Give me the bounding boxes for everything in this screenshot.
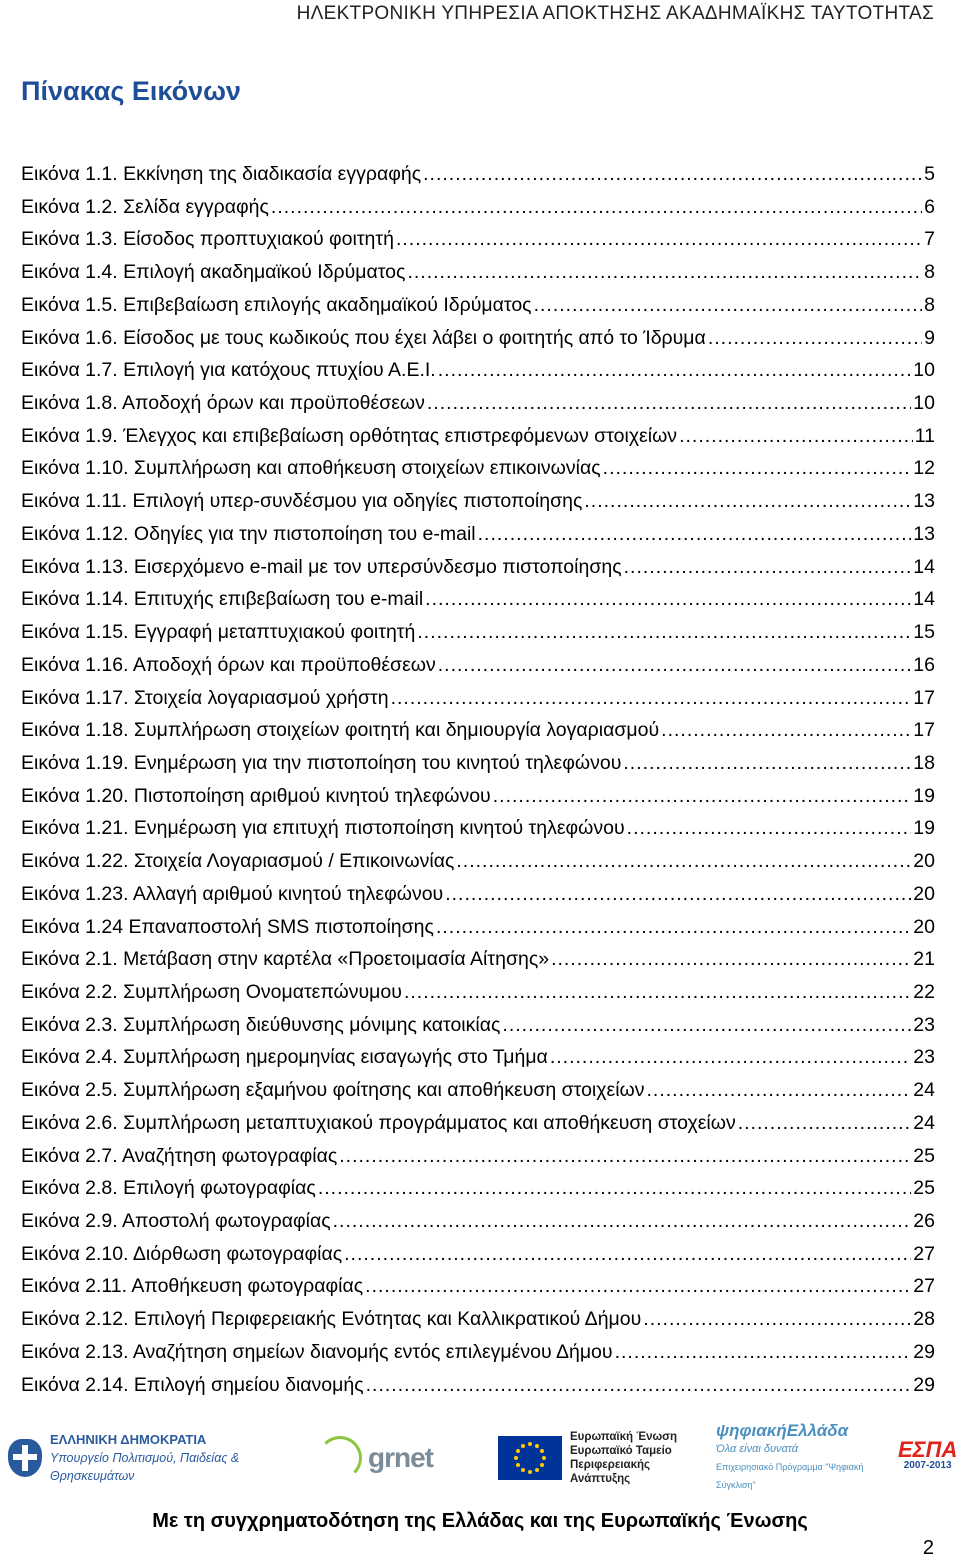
toc-page-number: 20	[913, 915, 935, 938]
toc-page-number: 11	[914, 424, 935, 447]
toc-page-number: 23	[913, 1013, 935, 1036]
toc-dot-leader	[738, 1112, 912, 1135]
toc-dot-leader	[603, 457, 912, 480]
page-title: Πίνακας Εικόνων	[21, 76, 241, 106]
toc-page-number: 8	[924, 293, 935, 316]
toc-entry[interactable]	[21, 425, 935, 458]
toc-page-number: 20	[913, 882, 935, 905]
toc-page-number: 13	[913, 522, 935, 545]
toc-entry[interactable]	[21, 1374, 935, 1407]
toc-entry[interactable]	[21, 817, 935, 850]
toc-page-number: 17	[913, 686, 935, 709]
toc-dot-leader	[493, 785, 912, 808]
espa-name: ΕΣΠΑ	[898, 1437, 958, 1462]
toc-entry[interactable]	[21, 981, 935, 1014]
toc-entry[interactable]	[21, 327, 935, 360]
toc-entry-text: Εικόνα 1.1. Εκκίνηση της διαδικασία εγγραφής	[21, 163, 422, 185]
toc-dot-leader	[623, 752, 911, 775]
toc-entry[interactable]	[21, 1341, 935, 1374]
espa-logo	[898, 1430, 958, 1486]
toc-entry[interactable]	[21, 163, 935, 196]
eu-flag-icon	[498, 1436, 562, 1480]
toc-entry[interactable]	[21, 1112, 935, 1145]
toc-dot-leader	[425, 588, 911, 611]
toc-entry[interactable]	[21, 1145, 935, 1178]
toc-entry[interactable]	[21, 490, 935, 523]
ministry-name: Υπουργείο Πολιτισμού, Παιδείας & Θρησκευμάτων	[50, 1451, 240, 1483]
toc-dot-leader	[417, 621, 911, 644]
toc-entry-text: Εικόνα 1.16. Αποδοχή όρων και προϋποθέσεων	[21, 653, 436, 676]
toc-page-number: 14	[913, 588, 935, 611]
toc-dot-leader	[551, 948, 911, 971]
toc-page-number: 25	[913, 1144, 935, 1167]
toc-dot-leader	[438, 359, 912, 382]
toc-page-number: 24	[913, 1111, 935, 1134]
toc-dot-leader	[627, 817, 912, 840]
toc-dot-leader	[427, 392, 911, 415]
toc-entry-text: Εικόνα 1.24 Επαναποστολή SMS πιστοποίησης	[21, 915, 434, 938]
toc-entry[interactable]	[21, 261, 935, 294]
toc-dot-leader	[318, 1177, 911, 1200]
toc-dot-leader	[584, 490, 911, 513]
toc-dot-leader	[366, 1374, 912, 1397]
toc-page-number: 27	[913, 1275, 935, 1298]
espa-years: 2007-2013	[903, 1460, 952, 1471]
toc-entry[interactable]	[21, 687, 935, 720]
toc-entry-text: Εικόνα 1.4. Επιλογή ακαδημαϊκού Ιδρύματος	[21, 261, 406, 284]
eu-line3: Περιφερειακής	[570, 1459, 651, 1471]
toc-entry-text: Εικόνα 1.8. Αποδοχή όρων και προϋποθέσεων	[21, 392, 425, 415]
toc-entry-text: Εικόνα 1.3. Είσοδος προπτυχιακού φοιτητή	[21, 228, 394, 251]
toc-entry[interactable]	[21, 588, 935, 621]
toc-page-number: 15	[913, 621, 935, 644]
toc-dot-leader	[423, 163, 922, 186]
toc-page-number: 14	[913, 555, 935, 578]
toc-entry-text: Εικόνα 1.11. Επιλογή υπερ-συνδέσμου για οδηγίες πιστοποίησης	[21, 490, 583, 513]
toc-entry[interactable]	[21, 392, 935, 425]
toc-dot-leader	[404, 981, 911, 1004]
toc-entry-text: Εικόνα 2.8. Επιλογή φωτογραφίας	[21, 1177, 316, 1200]
toc-dot-leader	[339, 1145, 911, 1168]
toc-dot-leader	[271, 196, 922, 219]
toc-entry-text: Εικόνα 1.13. Εισερχόμενο e-mail με τον υπερσύνδεσμο πιστοποίησης	[21, 555, 622, 578]
toc-entry[interactable]	[21, 523, 935, 556]
toc-entry-text: Εικόνα 1.12. Οδηγίες για την πιστοποίηση του e-mail	[21, 522, 476, 545]
toc-entry-text: Εικόνα 1.2. Σελίδα εγγραφής	[21, 195, 269, 218]
toc-page-number: 24	[913, 1079, 935, 1102]
toc-page-number: 19	[913, 817, 935, 840]
toc-entry-text: Εικόνα 1.15. Εγγραφή μεταπτυχιακού φοιτητή	[21, 621, 416, 644]
toc-dot-leader	[436, 916, 911, 939]
toc-entry-text: Εικόνα 1.20. Πιστοποίηση αριθμού κινητού τηλεφώνου	[21, 784, 491, 807]
toc-entry-text: Εικόνα 2.6. Συμπλήρωση μεταπτυχιακού προγράμματος και αποθήκευση στοχείων	[21, 1111, 736, 1134]
toc-entry[interactable]	[21, 916, 935, 949]
toc-dot-leader	[391, 687, 912, 710]
toc-entry[interactable]	[21, 556, 935, 589]
toc-entry-text: Εικόνα 2.3. Συμπλήρωση διεύθυνσης μόνιμης κατοικίας	[21, 1013, 501, 1036]
table-of-figures	[21, 163, 935, 1406]
toc-dot-leader	[407, 261, 922, 284]
toc-entry-text: Εικόνα 2.14. Επιλογή σημείου διανομής	[21, 1373, 364, 1396]
toc-entry-text: Εικόνα 1.10. Συμπλήρωση και αποθήκευση στοιχείων επικοινωνίας	[21, 457, 601, 480]
toc-dot-leader	[445, 883, 911, 906]
toc-entry[interactable]	[21, 1210, 935, 1243]
toc-entry[interactable]	[21, 948, 935, 981]
toc-page-number: 6	[924, 195, 935, 218]
toc-entry-text: Εικόνα 1.19. Ενημέρωση για την πιστοποίηση του κινητού τηλεφώνου	[21, 751, 622, 774]
toc-page-number: 28	[913, 1308, 935, 1331]
digital-greece-logo	[716, 1421, 896, 1490]
toc-page-number: 10	[913, 359, 935, 382]
toc-dot-leader	[708, 327, 922, 350]
toc-page-number: 25	[913, 1177, 935, 1200]
toc-entry-text: Εικόνα 2.11. Αποθήκευση φωτογραφίας	[21, 1275, 364, 1298]
toc-entry[interactable]	[21, 752, 935, 785]
toc-entry[interactable]	[21, 294, 935, 327]
toc-page-number: 27	[913, 1242, 935, 1265]
toc-entry-text: Εικόνα 1.22. Στοιχεία Λογαριασμού / Επικοινωνίας	[21, 850, 455, 873]
toc-page-number: 17	[913, 719, 935, 742]
eu-line2: Ευρωπαϊκό Ταμείο	[570, 1445, 672, 1457]
toc-dot-leader	[615, 1341, 912, 1364]
toc-entry-text: Εικόνα 2.10. Διόρθωση φωτογραφίας	[21, 1242, 343, 1265]
toc-page-number: 18	[913, 751, 935, 774]
toc-dot-leader	[478, 523, 912, 546]
toc-entry-text: Εικόνα 1.6. Είσοδος με τους κωδικούς που έχει λάβει ο φοιτητής από το Ίδρυμα	[21, 326, 706, 349]
document-header: ΗΛΕΚΤΡΟΝΙΚΗ ΥΠΗΡΕΣΙΑ ΑΠΟΚΤΗΣΗΣ ΑΚΑΔΗΜΑΪΚΗΣ ΤΑΥΤΟΤΗΤΑΣ	[296, 3, 934, 24]
toc-dot-leader	[534, 294, 923, 317]
toc-dot-leader	[396, 228, 922, 251]
greek-republic-name: ΕΛΛΗΝΙΚΗ ΔΗΜΟΚΡΑΤΙΑ	[50, 1432, 207, 1447]
toc-page-number: 23	[913, 1046, 935, 1069]
toc-entry-text: Εικόνα 1.5. Επιβεβαίωση επιλογής ακαδημαϊκού Ιδρύματος	[21, 293, 532, 316]
toc-page-number: 5	[924, 163, 935, 185]
grnet-logo	[318, 1430, 498, 1486]
grnet-arc-icon	[318, 1436, 362, 1480]
toc-entry-text: Εικόνα 2.1. Μετάβαση στην καρτέλα «Προετοιμασία Αίτησης»	[21, 948, 550, 971]
toc-entry[interactable]	[21, 719, 935, 752]
toc-entry-text: Εικόνα 1.17. Στοιχεία λογαριασμού χρήστη	[21, 686, 389, 709]
toc-page-number: 12	[913, 457, 935, 480]
toc-entry[interactable]	[21, 196, 935, 229]
toc-dot-leader	[679, 425, 913, 448]
toc-dot-leader	[550, 1046, 911, 1069]
funding-statement: Με τη συγχρηματοδότηση της Ελλάδας και της Ευρωπαϊκής Ένωσης	[152, 1510, 808, 1532]
toc-entry-text: Εικόνα 2.9. Αποστολή φωτογραφίας	[21, 1210, 331, 1232]
toc-page-number: 22	[913, 980, 935, 1003]
toc-entry[interactable]	[21, 1014, 935, 1047]
page-number: 2	[922, 1537, 934, 1559]
toc-entry[interactable]	[21, 1046, 935, 1079]
eu-logo	[498, 1430, 708, 1486]
toc-entry-text: Εικόνα 1.9. Έλεγχος και επιβεβαίωση ορθότητας επιστρεφόμενων στοιχείων	[21, 424, 678, 447]
toc-entry-text: Εικόνα 2.7. Αναζήτηση φωτογραφίας	[21, 1144, 338, 1167]
toc-page-number: 21	[913, 948, 935, 971]
toc-dot-leader	[365, 1275, 911, 1298]
digital-greece-slogan: Όλα είναι δυνατά	[716, 1443, 799, 1455]
footer-logos	[0, 1421, 960, 1490]
toc-entry[interactable]	[21, 1177, 935, 1210]
toc-entry[interactable]	[21, 457, 935, 490]
toc-dot-leader	[661, 719, 911, 742]
toc-dot-leader	[647, 1079, 912, 1102]
toc-page-number: 19	[913, 784, 935, 807]
toc-entry[interactable]	[21, 359, 935, 392]
toc-page-number: 16	[913, 653, 935, 676]
toc-entry[interactable]	[21, 1308, 935, 1341]
toc-page-number: 26	[913, 1210, 935, 1232]
eu-line1: Ευρωπαϊκή Ένωση	[570, 1431, 678, 1443]
toc-page-number: 7	[924, 228, 935, 251]
toc-entry[interactable]	[21, 228, 935, 261]
toc-entry[interactable]	[21, 1275, 935, 1308]
toc-page-number: 10	[913, 392, 935, 415]
digital-greece-program: Επιχειρησιακό Πρόγραμμα "Ψηφιακή Σύγκλιση"	[716, 1462, 864, 1490]
digital-greece-name: ψηφιακήΕλλάδα	[716, 1421, 849, 1440]
toc-dot-leader	[333, 1210, 912, 1233]
toc-dot-leader	[502, 1014, 911, 1037]
greek-republic-logo	[8, 1430, 313, 1486]
toc-dot-leader	[643, 1308, 911, 1331]
toc-dot-leader	[456, 850, 911, 873]
toc-entry[interactable]	[21, 621, 935, 654]
toc-entry-text: Εικόνα 1.23. Αλλαγή αριθμού κινητού τηλεφώνου	[21, 882, 444, 905]
toc-dot-leader	[438, 654, 912, 677]
toc-entry-text: Εικόνα 2.4. Συμπλήρωση ημερομηνίας εισαγωγής στο Τμήμα	[21, 1046, 548, 1069]
toc-dot-leader	[344, 1243, 911, 1266]
toc-entry-text: Εικόνα 2.13. Αναζήτηση σημείων διανομής εντός επιλεγμένου Δήμου	[21, 1340, 613, 1363]
toc-page-number: 29	[913, 1340, 935, 1363]
toc-entry[interactable]	[21, 883, 935, 916]
toc-entry[interactable]	[21, 1079, 935, 1112]
toc-page-number: 29	[913, 1373, 935, 1396]
toc-page-number: 13	[913, 490, 935, 513]
toc-entry-text: Εικόνα 1.7. Επιλογή για κατόχους πτυχίου Α.Ε.Ι.	[21, 359, 436, 382]
toc-entry-text: Εικόνα 1.14. Επιτυχής επιβεβαίωση του e-mail	[21, 588, 424, 611]
toc-page-number: 8	[924, 261, 935, 284]
toc-entry[interactable]	[21, 1243, 935, 1276]
toc-page-number: 9	[924, 326, 935, 349]
toc-entry[interactable]	[21, 850, 935, 883]
toc-entry-text: Εικόνα 2.2. Συμπλήρωση Ονοματεπώνυμου	[21, 980, 402, 1003]
eu-line4: Ανάπτυξης	[570, 1473, 631, 1485]
greek-emblem-icon	[8, 1439, 42, 1477]
toc-entry-text: Εικόνα 1.18. Συμπλήρωση στοιχείων φοιτητή και δημιουργία λογαριασμού	[21, 719, 660, 742]
grnet-name: grnet	[368, 1442, 433, 1473]
toc-entry-text: Εικόνα 2.12. Επιλογή Περιφερειακής Ενότητας και Καλλικρατικού Δήμου	[21, 1308, 642, 1331]
toc-entry-text: Εικόνα 2.5. Συμπλήρωση εξαμήνου φοίτησης και αποθήκευση στοιχείων	[21, 1079, 645, 1102]
toc-page-number: 20	[913, 850, 935, 873]
toc-entry[interactable]	[21, 785, 935, 818]
toc-entry[interactable]	[21, 654, 935, 687]
toc-dot-leader	[624, 556, 912, 579]
toc-entry-text: Εικόνα 1.21. Ενημέρωση για επιτυχή πιστοποίηση κινητού τηλεφώνου	[21, 817, 625, 840]
